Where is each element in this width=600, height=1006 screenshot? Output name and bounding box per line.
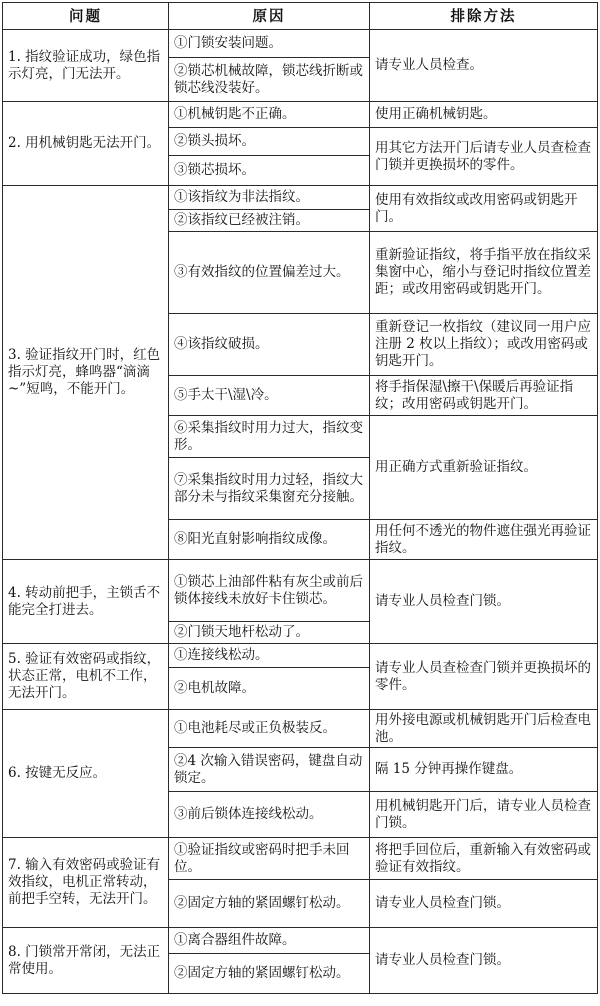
problem-cell: 5. 验证有效密码或指纹，状态正常，电机不工作，无法开门。	[3, 644, 169, 710]
problem-cell: 3. 验证指纹开门时，红色指示灯亮，蜂鸣器“滴滴~”短鸣，不能开门。	[3, 186, 169, 560]
cause-cell: ③锁芯损坏。	[169, 156, 370, 186]
fix-cell: 请专业人员检查门锁。	[370, 928, 598, 994]
fix-cell: 用任何不透光的物件遮住强光再验证指纹。	[370, 520, 598, 560]
problem-cell: 7. 输入有效密码或验证有效指纹，电机正常转动，前把手空转，无法开门。	[3, 838, 169, 928]
cause-cell: ①门锁安装问题。	[169, 30, 370, 58]
problem-cell: 1. 指纹验证成功，绿色指示灯亮，门无法开。	[3, 30, 169, 102]
fix-cell: 请专业人员检查门锁。	[370, 880, 598, 928]
fix-cell: 使用有效指纹或改用密码或钥匙开门。	[370, 186, 598, 232]
fix-cell: 用机械钥匙开门后，请专业人员检查门锁。	[370, 792, 598, 838]
problem-cell: 8. 门锁常开常闭，无法正常使用。	[3, 928, 169, 994]
cause-cell: ②固定方轴的紧固螺钉松动。	[169, 880, 370, 928]
fix-cell: 重新验证指纹，将手指平放在指纹采集窗中心，缩小与登记时指纹位置差距；或改用密码或钥匙开门。	[370, 232, 598, 314]
cause-cell: ②锁头损坏。	[169, 128, 370, 156]
fix-cell: 请专业人员查检查门锁并更换损坏的零件。	[370, 644, 598, 710]
cause-cell: ③前后锁体连接线松动。	[169, 792, 370, 838]
fix-cell: 将手指保湿\擦干\保暖后再验证指纹；改用密码或钥匙开门。	[370, 376, 598, 416]
cause-cell: ①机械钥匙不正确。	[169, 102, 370, 128]
cause-cell: ①锁芯上油部件粘有灰尘或前后锁体接线未放好卡住锁芯。	[169, 560, 370, 622]
problem-cell: 6. 按键无反应。	[3, 710, 169, 838]
fix-cell: 用正确方式重新验证指纹。	[370, 416, 598, 520]
fix-cell: 将把手回位后，重新输入有效密码或验证有效指纹。	[370, 838, 598, 880]
table-row	[3, 560, 598, 622]
table-row	[3, 838, 598, 880]
table-row	[3, 928, 598, 954]
table-row	[3, 102, 598, 128]
cause-cell: ②电机故障。	[169, 668, 370, 710]
problem-cell: 2. 用机械钥匙无法开门。	[3, 102, 169, 186]
table-row	[3, 644, 598, 668]
cause-cell: ③有效指纹的位置偏差过大。	[169, 232, 370, 314]
cause-cell: ②4 次输入错误密码，键盘自动锁定。	[169, 748, 370, 792]
fix-cell: 隔 15 分钟再操作键盘。	[370, 748, 598, 792]
fix-cell: 重新登记一枚指纹（建议同一用户应注册 2 枚以上指纹）；或改用密码或钥匙开门。	[370, 314, 598, 376]
cause-cell: ②固定方轴的紧固螺钉松动。	[169, 954, 370, 994]
table-row	[3, 30, 598, 58]
cause-cell: ②锁芯机械故障，锁芯线折断或锁芯线没装好。	[169, 58, 370, 102]
header-row	[3, 3, 598, 30]
cause-cell: ④该指纹破损。	[169, 314, 370, 376]
cause-cell: ⑥采集指纹时用力过大，指纹变形。	[169, 416, 370, 458]
fix-cell: 请专业人员检查。	[370, 30, 598, 102]
fix-cell: 用外接电源或机械钥匙开门后检查电池。	[370, 710, 598, 748]
cause-cell: ①电池耗尽或正负极装反。	[169, 710, 370, 748]
cause-cell: ⑤手太干\湿\冷。	[169, 376, 370, 416]
cause-cell: ①离合器组件故障。	[169, 928, 370, 954]
cause-cell: ②该指纹已经被注销。	[169, 210, 370, 232]
cause-cell: ①验证指纹或密码时把手未回位。	[169, 838, 370, 880]
cause-cell: ②门锁天地杆松动了。	[169, 622, 370, 644]
fix-cell: 使用正确机械钥匙。	[370, 102, 598, 128]
problem-cell: 4. 转动前把手，主锁舌不能完全打进去。	[3, 560, 169, 644]
cause-cell: ①连接线松动。	[169, 644, 370, 668]
troubleshooting-table	[2, 2, 598, 994]
cause-cell: ⑦采集指纹时用力过轻，指纹大部分未与指纹采集窗充分接触。	[169, 458, 370, 520]
fix-cell: 用其它方法开门后请专业人员查检查门锁并更换损坏的零件。	[370, 128, 598, 186]
table-row	[3, 710, 598, 748]
fix-cell: 请专业人员检查门锁。	[370, 560, 598, 644]
header-fix: 排除方法	[370, 3, 598, 30]
table-row	[3, 186, 598, 210]
cause-cell: ①该指纹为非法指纹。	[169, 186, 370, 210]
cause-cell: ⑧阳光直射影响指纹成像。	[169, 520, 370, 560]
header-problem: 问题	[3, 3, 169, 30]
header-cause: 原因	[169, 3, 370, 30]
